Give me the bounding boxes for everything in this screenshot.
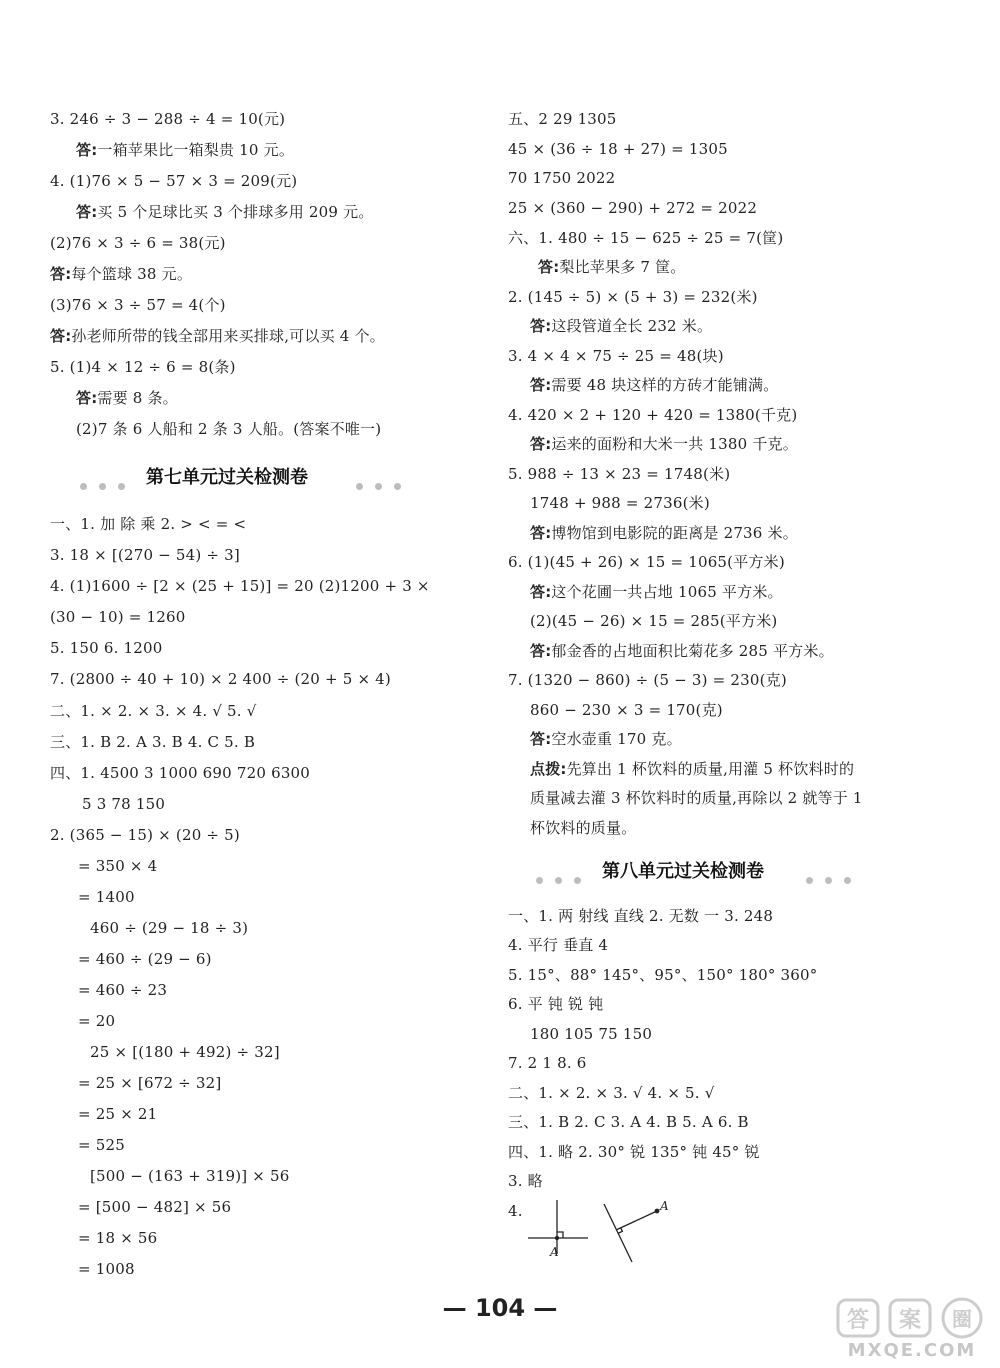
answer-line: 一、1. 加 除 乘 2. > < = < xyxy=(50,515,247,533)
answer-line: 860 − 230 × 3 = 170(克) xyxy=(530,701,723,719)
answer-prefix: 答: xyxy=(530,583,552,601)
answer-line: = 18 × 56 xyxy=(78,1229,158,1247)
answer-line: 答:需要 8 条。 xyxy=(76,389,178,407)
answer-prefix: 答: xyxy=(530,435,552,453)
answer-line: (2)(45 − 26) × 15 = 285(平方米) xyxy=(530,612,778,630)
answer-line: (3)76 × 3 ÷ 57 = 4(个) xyxy=(50,296,226,314)
answer-line: 2. (145 ÷ 5) × (5 + 3) = 232(米) xyxy=(508,288,758,306)
answer-prefix: 答: xyxy=(530,376,552,394)
watermark xyxy=(826,1296,998,1366)
section-header xyxy=(536,860,866,886)
answer-line: 4. 420 × 2 + 120 + 420 = 1380(千克) xyxy=(508,406,798,424)
answer-prefix: 答: xyxy=(76,203,98,221)
answer-line: 四、1. 4500 3 1000 690 720 6300 xyxy=(50,764,311,782)
answer-line: 三、1. B 2. A 3. B 4. C 5. B xyxy=(50,733,256,751)
answer-line: 5. (1)4 × 12 ÷ 6 = 8(条) xyxy=(50,358,236,376)
answer-line: 5. 988 ÷ 13 × 23 = 1748(米) xyxy=(508,465,731,483)
answer-line: 4. xyxy=(508,1202,523,1220)
answer-line: 答:这段管道全长 232 米。 xyxy=(530,317,713,335)
answer-line: 答:郁金香的占地面积比菊花多 285 平方米。 xyxy=(530,642,834,660)
answer-line: 4. (1)1600 ÷ [2 × (25 + 15)] = 20 (2)1200 + 3 × xyxy=(50,577,430,595)
answer-line: 质量减去灌 3 杯饮料时的质量,再除以 2 就等于 1 xyxy=(530,789,863,807)
answer-line: 答:运来的面粉和大米一共 1380 千克。 xyxy=(530,435,798,453)
answer-line: 5. 150 6. 1200 xyxy=(50,639,163,657)
answer-line: = 25 × 21 xyxy=(78,1105,158,1123)
answer-prefix: 答: xyxy=(538,258,560,276)
watermark-logo-icon xyxy=(834,1296,990,1340)
answer-line: 45 × (36 ÷ 18 + 27) = 1305 xyxy=(508,140,728,158)
answer-prefix: 答: xyxy=(530,317,552,335)
answer-line: = 525 xyxy=(78,1136,125,1154)
answer-prefix: 答: xyxy=(76,389,98,407)
answer-line: = 460 ÷ (29 − 6) xyxy=(78,950,212,968)
answer-line: 点拨:先算出 1 杯饮料的质量,用灌 5 杯饮料时的 xyxy=(530,760,855,778)
decorative-dots xyxy=(536,869,596,877)
answer-line: 4. (1)76 × 5 − 57 × 3 = 209(元) xyxy=(50,172,298,190)
answer-line: 答:梨比苹果多 7 筐。 xyxy=(538,258,686,276)
svg-text:答: 答 xyxy=(846,1308,870,1333)
point-label: A xyxy=(660,1199,669,1213)
answer-line: 一、1. 两 射线 直线 2. 无数 一 3. 248 xyxy=(508,907,774,925)
answer-line: (2)7 条 6 人船和 2 条 3 人船。(答案不唯一) xyxy=(76,420,382,438)
answer-line: 杯饮料的质量。 xyxy=(530,819,637,837)
answer-line: = 350 × 4 xyxy=(78,857,158,875)
answer-line: = 1008 xyxy=(78,1260,135,1278)
answer-line: 答:需要 48 块这样的方砖才能铺满。 xyxy=(530,376,779,394)
answer-line: 70 1750 2022 xyxy=(508,169,616,187)
answer-prefix: 答: xyxy=(50,327,72,345)
answer-prefix: 答: xyxy=(530,524,552,542)
answer-prefix: 答: xyxy=(76,141,98,159)
answer-line: 6. 平 钝 锐 钝 xyxy=(508,995,604,1013)
answer-line: 7. (2800 ÷ 40 + 10) × 2 400 ÷ (20 + 5 × 4) xyxy=(50,670,391,688)
answer-line: 答:买 5 个足球比买 3 个排球多用 209 元。 xyxy=(76,203,374,221)
decorative-dots xyxy=(806,869,866,877)
answer-line: = 25 × [672 ÷ 32] xyxy=(78,1074,222,1092)
perpendicular-line xyxy=(616,1211,657,1230)
answer-line: = [500 − 482] × 56 xyxy=(78,1198,232,1216)
answer-line: 答:每个篮球 38 元。 xyxy=(50,265,193,283)
svg-text:案: 案 xyxy=(898,1308,922,1333)
answer-line: = 1400 xyxy=(78,888,135,906)
answer-line: 5 3 78 150 xyxy=(82,795,166,813)
answer-line: 7. (1320 − 860) ÷ (5 − 3) = 230(克) xyxy=(508,671,787,689)
perpendicular-figure xyxy=(520,1196,680,1266)
answer-line: 6. (1)(45 + 26) × 15 = 1065(平方米) xyxy=(508,553,785,571)
answer-line: 5. 15°、88° 145°、95°、150° 180° 360° xyxy=(508,966,818,984)
answer-line: 25 × [(180 + 492) ÷ 32] xyxy=(90,1043,280,1061)
answer-line: 3. 18 × [(270 − 54) ÷ 3] xyxy=(50,546,240,564)
answer-line: 1748 + 988 = 2736(米) xyxy=(530,494,710,512)
answer-line: 五、2 29 1305 xyxy=(508,110,617,128)
answer-line: 3. 246 ÷ 3 − 288 ÷ 4 = 10(元) xyxy=(50,110,286,128)
answer-prefix: 答: xyxy=(50,265,72,283)
answer-line: 二、1. × 2. × 3. √ 4. × 5. √ xyxy=(508,1084,715,1102)
answer-line: 答:一箱苹果比一箱梨贵 10 元。 xyxy=(76,141,295,159)
answer-line: 25 × (360 − 290) + 272 = 2022 xyxy=(508,199,758,217)
answer-line: 三、1. B 2. C 3. A 4. B 5. A 6. B xyxy=(508,1113,749,1131)
answer-line: 7. 2 1 8. 6 xyxy=(508,1054,587,1072)
page-number: — 104 — xyxy=(442,1294,558,1322)
answer-line: 四、1. 略 2. 30° 锐 135° 钝 45° 锐 xyxy=(508,1143,760,1161)
answer-line: 180 105 75 150 xyxy=(530,1025,653,1043)
answer-prefix: 答: xyxy=(530,642,552,660)
answer-line: = 20 xyxy=(78,1012,116,1030)
answer-line: 答:这个花圃一共占地 1065 平方米。 xyxy=(530,583,783,601)
decorative-dots xyxy=(356,475,416,483)
answer-line: 3. 略 xyxy=(508,1172,543,1190)
section-title: 第八单元过关检测卷 xyxy=(602,861,764,882)
answer-line: 六、1. 480 ÷ 15 − 625 ÷ 25 = 7(筐) xyxy=(508,229,784,247)
svg-text:圈: 圈 xyxy=(952,1307,972,1331)
answer-line: (2)76 × 3 ÷ 6 = 38(元) xyxy=(50,234,226,252)
section-title: 第七单元过关检测卷 xyxy=(146,467,308,488)
answer-line: = 460 ÷ 23 xyxy=(78,981,168,999)
answer-line: 2. (365 − 15) × (20 ÷ 5) xyxy=(50,826,240,844)
answer-line: 答:孙老师所带的钱全部用来买排球,可以买 4 个。 xyxy=(50,327,385,345)
answer-line: 460 ÷ (29 − 18 ÷ 3) xyxy=(90,919,249,937)
answer-prefix: 点拨: xyxy=(530,760,567,778)
answer-line: 3. 4 × 4 × 75 ÷ 25 = 48(块) xyxy=(508,347,724,365)
point-label: A xyxy=(550,1245,559,1259)
section-header xyxy=(80,466,410,492)
answer-line: 4. 平行 垂直 4 xyxy=(508,936,609,954)
decorative-dots xyxy=(80,475,140,483)
answer-line: 答:空水壶重 170 克。 xyxy=(530,730,682,748)
watermark-text: MXQE.COM xyxy=(847,1340,977,1361)
answer-line: [500 − (163 + 319)] × 56 xyxy=(90,1167,290,1185)
point-a xyxy=(655,1209,660,1214)
answer-prefix: 答: xyxy=(530,730,552,748)
answer-line: (30 − 10) = 1260 xyxy=(50,608,186,626)
answer-line: 二、1. × 2. × 3. × 4. √ 5. √ xyxy=(50,702,257,720)
point-a xyxy=(555,1236,559,1240)
answer-line: 答:博物馆到电影院的距离是 2736 米。 xyxy=(530,524,798,542)
